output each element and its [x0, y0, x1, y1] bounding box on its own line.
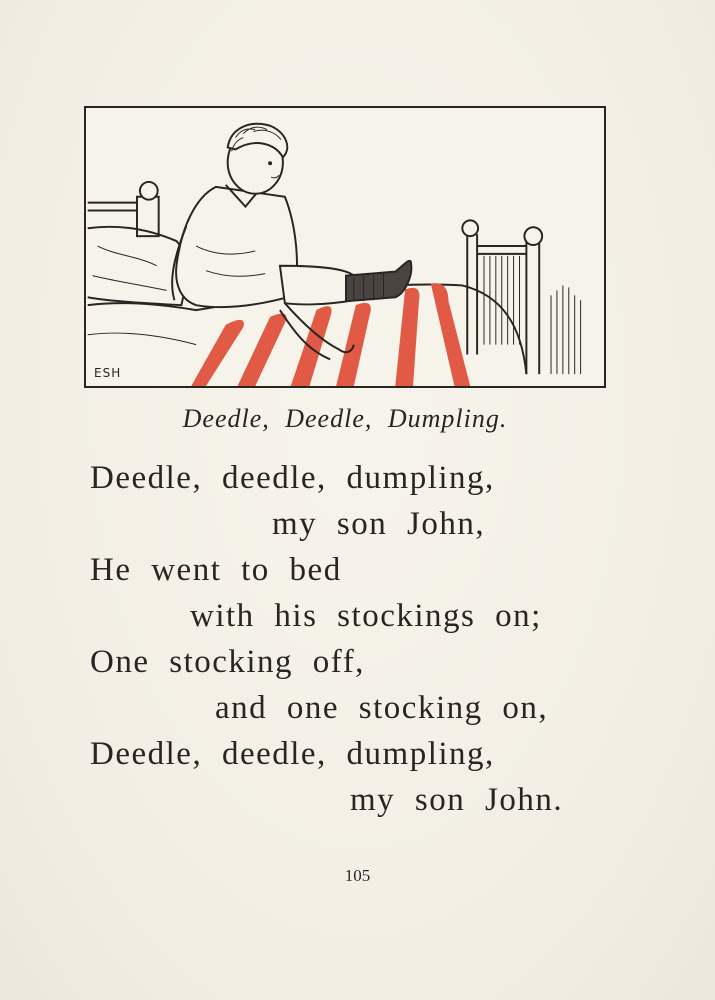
- illustration-boy-on-bed: [84, 106, 606, 388]
- verse-line: my son John.: [350, 782, 564, 818]
- verse-line: with his stockings on;: [190, 598, 542, 634]
- poem-title: Deedle, Deedle, Dumpling.: [182, 404, 508, 433]
- verse-line: One stocking off,: [90, 644, 365, 680]
- illustrator-signature: ESH: [94, 366, 122, 380]
- verse-line: Deedle, deedle, dumpling,: [90, 460, 495, 496]
- verse-line: Deedle, deedle, dumpling,: [90, 736, 495, 772]
- illustration-drawing: [86, 108, 604, 386]
- verse-line: my son John,: [272, 506, 486, 542]
- verse-line: He went to bed: [90, 552, 342, 588]
- verse-line: and one stocking on,: [215, 690, 549, 726]
- page-number: 105: [344, 866, 371, 885]
